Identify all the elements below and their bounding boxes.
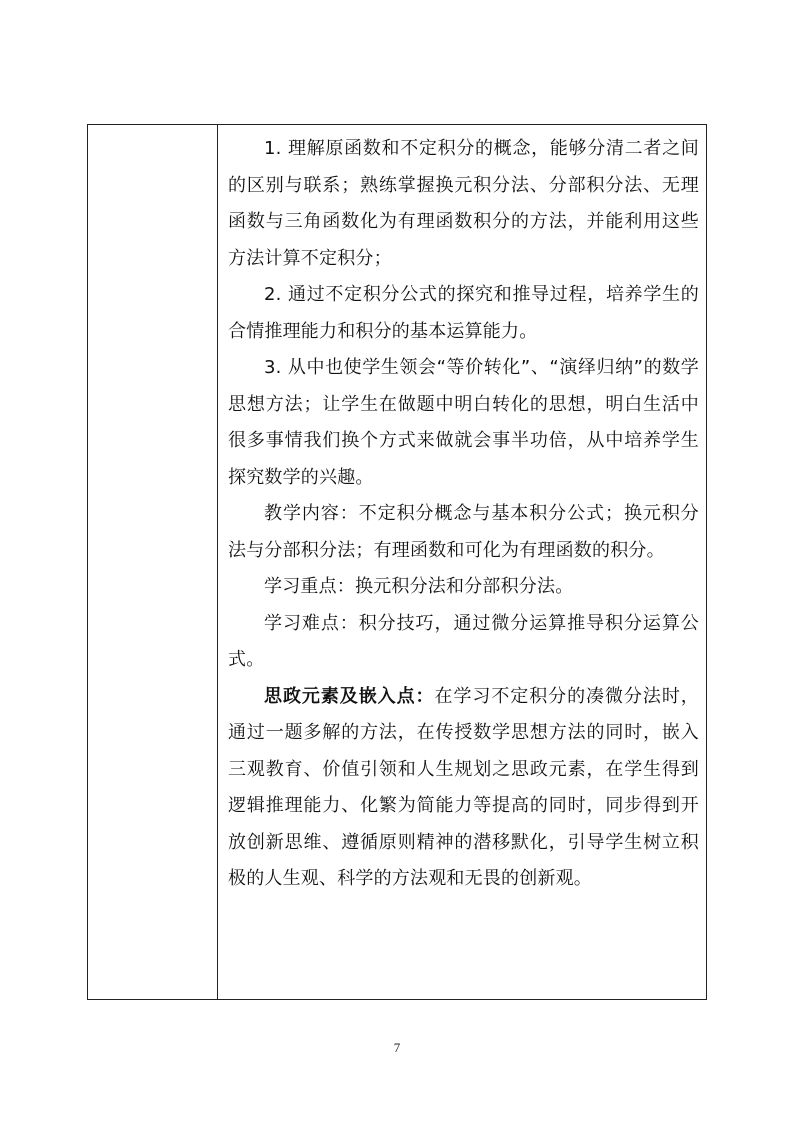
objective-paragraph-1: 1. 理解原函数和不定积分的概念，能够分清二者之间的区别与联系；熟练掌握换元积分法、分部积分法、无理函数与三角函数化为有理函数积分的方法，并能利用这些方法计算不定积分； — [228, 138, 699, 269]
objective-paragraph-3: 3. 从中也使学生领会“等价转化”、“演绎归纳”的数学思想方法；让学生在做题中明白转化的思想，明白生活中很多事情我们换个方式来做就会事半功倍，从中培养学生探究数学的兴趣。 — [228, 357, 699, 488]
ideology-text: 在学习不定积分的凑微分法时，通过一题多解的方法，在传授数学思想方法的同时，嵌入三观教育、价值引领和人生规划之思政元素，在学生得到逻辑推理能力、化繁为简能力等提高的同时，同步得到开放创新思维、遵循原则精神的潜移默化，引导学生树立积极的人生观、科学的方法观和无畏的创新观。 — [228, 685, 699, 889]
objective-paragraph-2: 2. 通过不定积分公式的探究和推导过程，培养学生的合情推理能力和积分的基本运算能力。 — [228, 284, 699, 342]
content-table — [87, 124, 707, 1000]
page-number: 7 — [393, 1040, 401, 1055]
teaching-content-paragraph: 教学内容：不定积分概念与基本积分公式；换元积分法与分部积分法；有理函数和可化为有理函数的积分。 — [228, 503, 699, 561]
table-left-cell — [88, 125, 218, 999]
key-points-paragraph: 学习重点：换元积分法和分部积分法。 — [264, 576, 574, 597]
table-right-cell — [218, 125, 706, 999]
difficulties-paragraph: 学习难点：积分技巧，通过微分运算推导积分运算公式。 — [228, 612, 699, 670]
ideology-heading: 思政元素及嵌入点： — [264, 685, 435, 707]
ideology-paragraph — [228, 679, 699, 898]
